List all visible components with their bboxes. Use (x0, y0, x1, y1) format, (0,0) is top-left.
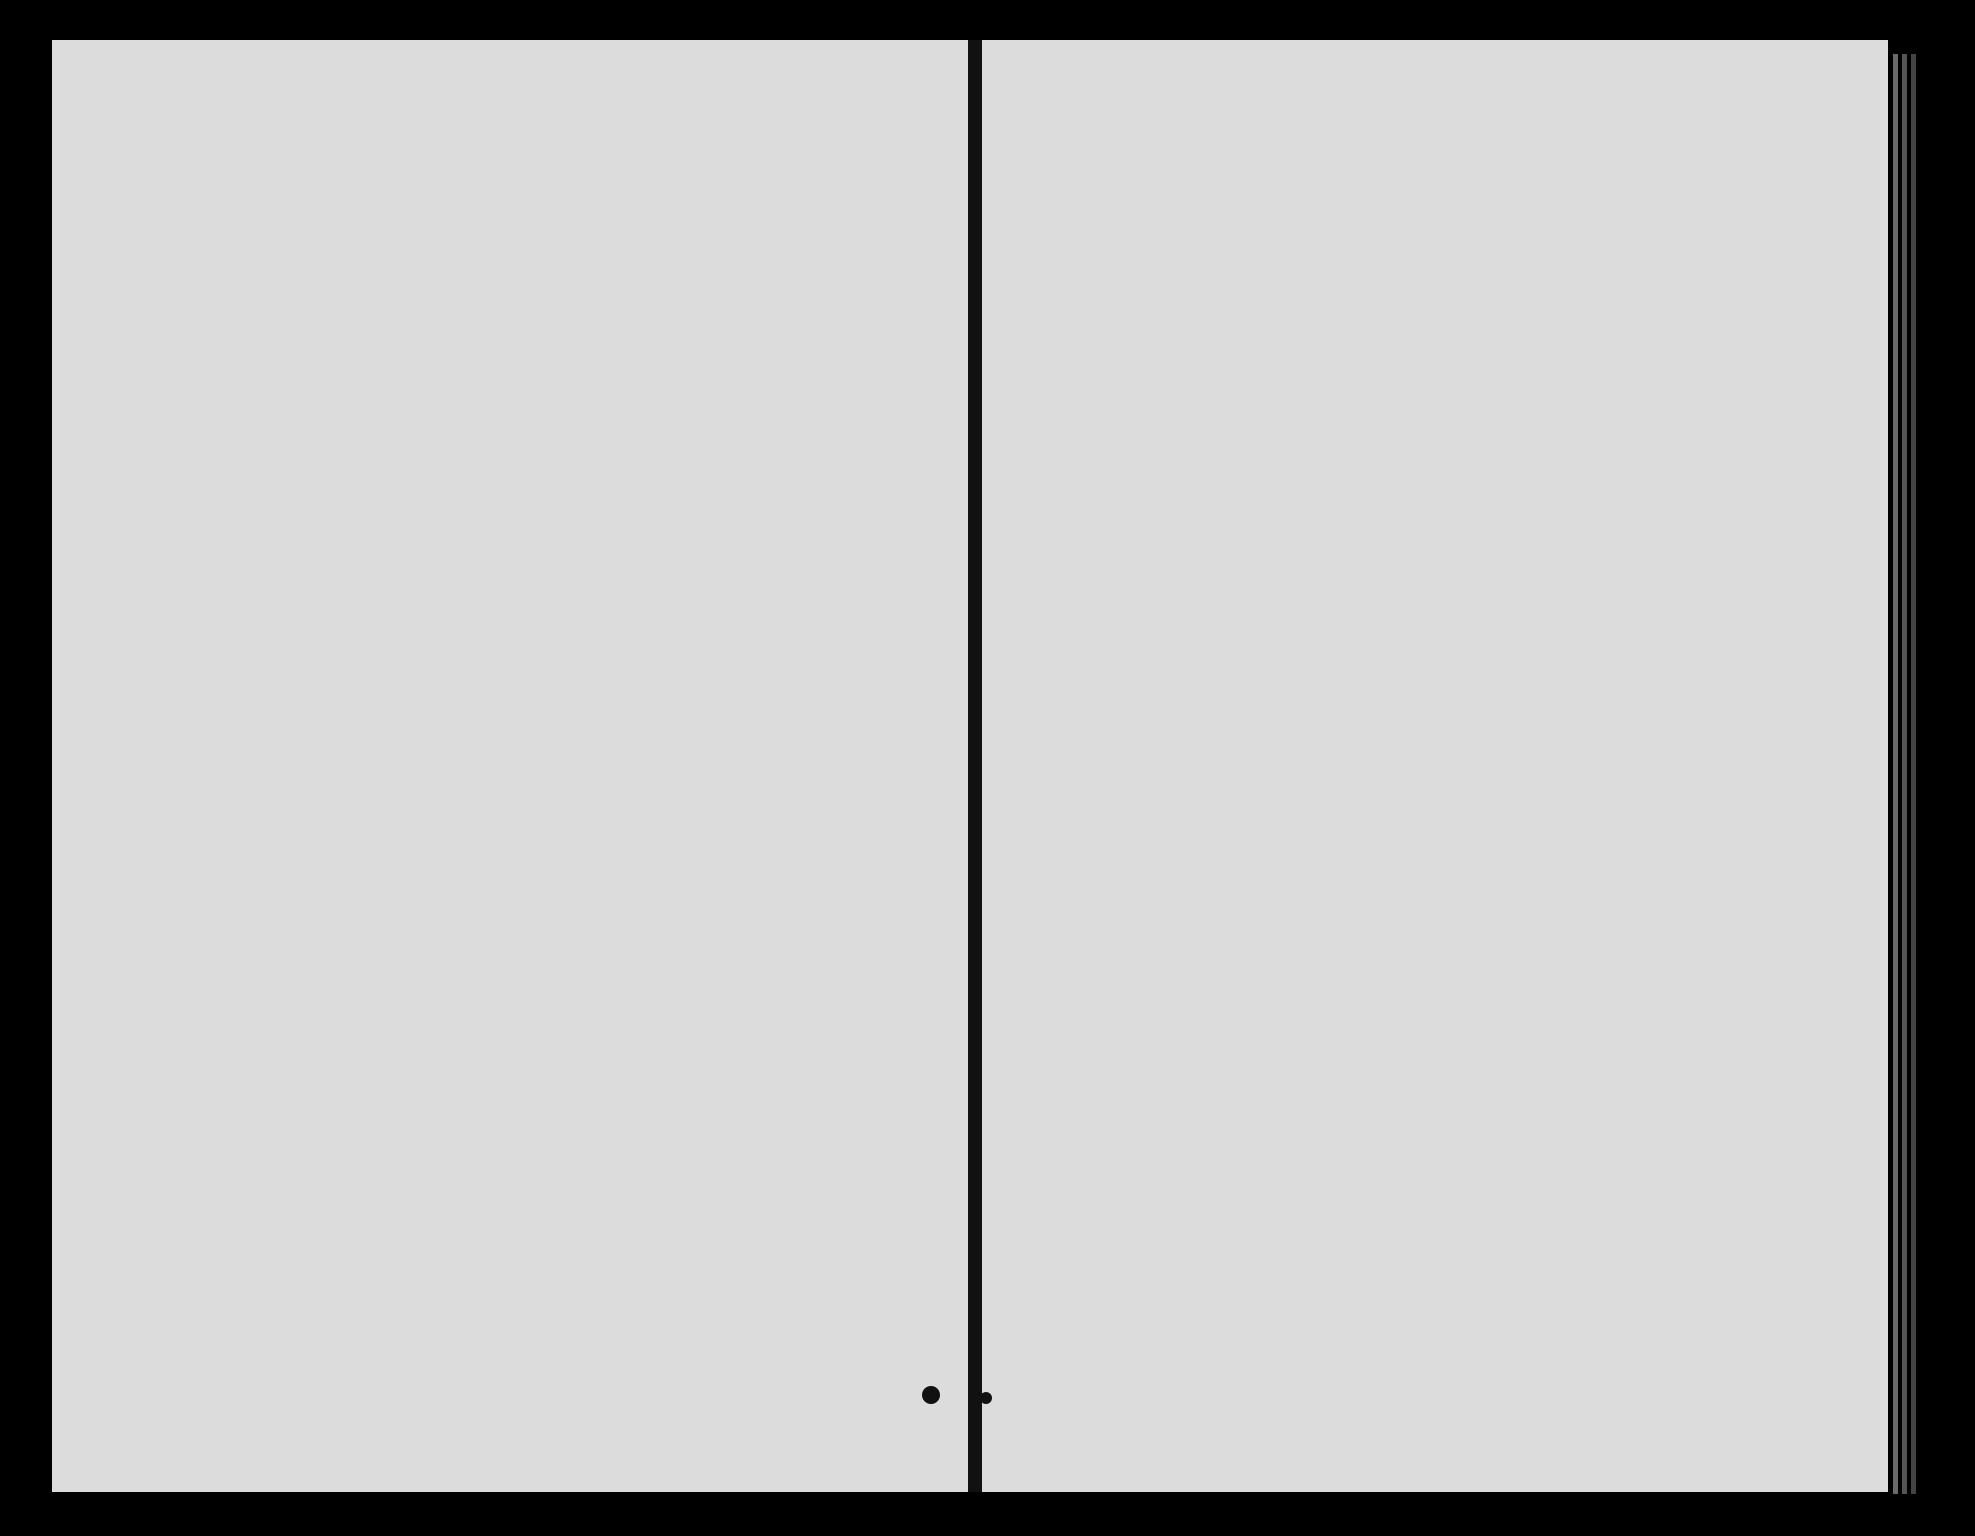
ink-blot (980, 1392, 992, 1404)
page-edge (1902, 54, 1907, 1494)
left-page (52, 40, 972, 1492)
ink-blot (922, 1386, 940, 1404)
book-spine (968, 40, 982, 1492)
page-edge (1893, 54, 1898, 1494)
right-page (978, 40, 1888, 1492)
page-edge (1911, 54, 1916, 1494)
